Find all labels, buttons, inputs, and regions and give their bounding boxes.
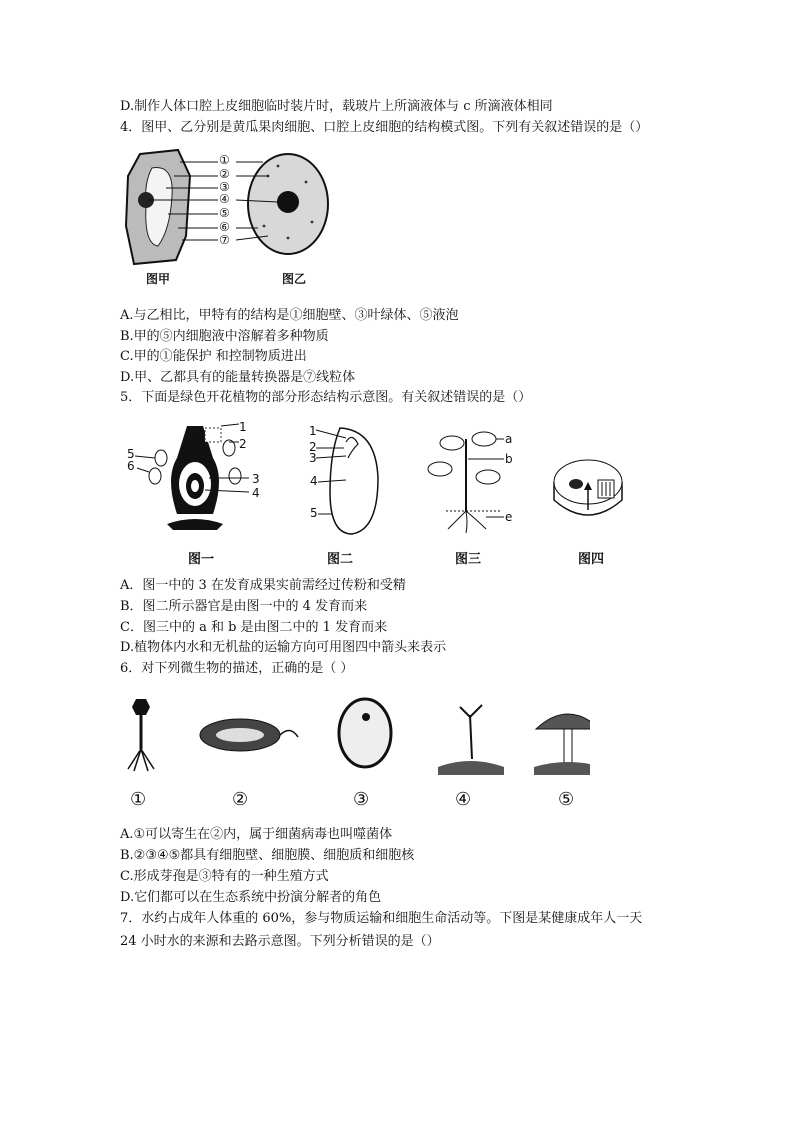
fig1-num-1: 1 [239,420,247,434]
q6-option-a: A.①可以寄生在②内，属于细菌病毒也叫噬菌体 [120,827,393,842]
q6-label-3: ③ [353,789,370,810]
q5-option-a: A．图一中的 3 在发育成果实前需经过传粉和受精 [120,578,406,593]
fig3-letter-b: b [505,452,513,466]
fig3-letter-a: a [505,432,513,446]
q7-stem-line1: 7．水约占成年人体重的 60%，参与物质运输和细胞生命活动等。下图是某健康成年人一天 [120,911,643,926]
q5-option-b: B．图二所示器官是由图一中的 4 发育而来 [120,599,368,614]
fig1-num-3: 3 [252,472,260,486]
fig2-num-1: 1 [309,424,317,438]
q4-stem: 4．图甲、乙分别是黄瓜果肉细胞、口腔上皮细胞的结构模式图。下列有关叙述错误的是（） [120,120,649,135]
q4-option-a: A.与乙相比，甲特有的结构是①细胞壁、③叶绿体、⑤液泡 [120,308,459,323]
bacterium-figure [200,719,298,751]
q5-stem: 5．下面是绿色开花植物的部分形态结构示意图。有关叙述错误的是（） [120,390,532,405]
animal-cell-nucleus [277,191,299,213]
fig2-num-4: 4 [310,474,318,488]
q5-stem-section-figure [548,452,628,527]
fig2-num-3: 3 [309,451,317,465]
mold-figure [438,705,504,775]
q4-fig-label-jia: 图甲 [146,272,171,286]
q5-fig-label-1: 图一 [188,552,215,567]
q5-option-d: D.植物体内水和无机盐的运输方向可用图四中箭头来表示 [120,640,447,655]
fig1-num-5: 5 [127,447,135,461]
q4-marker-2: ② [219,167,230,181]
q4-marker-3: ③ [219,180,230,194]
q5-option-c: C．图三中的 a 和 b 是由图二中的 1 发育而来 [120,620,388,635]
fig2-num-2: 2 [309,440,317,454]
q7-stem-line2: 24 小时水的来源和去路示意图。下列分析错误的是（） [120,934,440,949]
q6-option-d: D.它们都可以在生态系统中扮演分解者的角色 [120,890,382,905]
q6-label-1: ① [130,789,147,810]
q4-marker-6: ⑥ [219,220,230,234]
fig1-num-6: 6 [127,459,135,473]
q4-marker-5: ⑤ [219,206,230,220]
q4-marker-4: ④ [219,192,230,206]
fig1-num-2: 2 [239,437,247,451]
q4-option-d: D.甲、乙都具有的能量转换器是⑦线粒体 [120,370,356,385]
fig1-num-4: 4 [252,486,260,500]
fig2-num-5: 5 [310,506,318,520]
q6-label-2: ② [232,789,249,810]
phage-figure [128,699,154,771]
q4-option-c: C.甲的①能保护 和控制物质进出 [120,349,307,364]
q4-fig-label-yi: 图乙 [282,272,307,286]
q5-flower-figure [125,418,265,533]
mushroom-figure [534,714,590,775]
q3-option-d: D.制作人体口腔上皮细胞临时装片时，载玻片上所滴液体与 c 所滴液体相同 [120,99,553,114]
q6-option-b: B.②③④⑤都具有细胞壁、细胞膜、细胞质和细胞核 [120,848,415,863]
q6-label-5: ⑤ [558,789,575,810]
q6-microbes-figure [120,695,590,785]
q5-fig-label-4: 图四 [578,552,605,567]
q6-option-c: C.形成芽孢是③特有的一种生殖方式 [120,869,329,884]
q4-option-b: B.甲的⑤内细胞液中溶解着多种物质 [120,329,329,344]
q5-fig-label-2: 图二 [327,552,354,567]
q5-fig-label-3: 图三 [455,552,482,567]
q4-marker-1: ① [219,153,230,167]
yeast-figure [339,699,391,767]
fig3-letter-e: e [505,510,513,524]
q6-label-4: ④ [455,789,472,810]
q5-seed-figure [306,422,386,537]
q4-marker-7: ⑦ [219,233,230,247]
q5-seedling-figure [426,425,516,535]
q6-stem: 6．对下列微生物的描述，正确的是（ ） [120,661,354,676]
